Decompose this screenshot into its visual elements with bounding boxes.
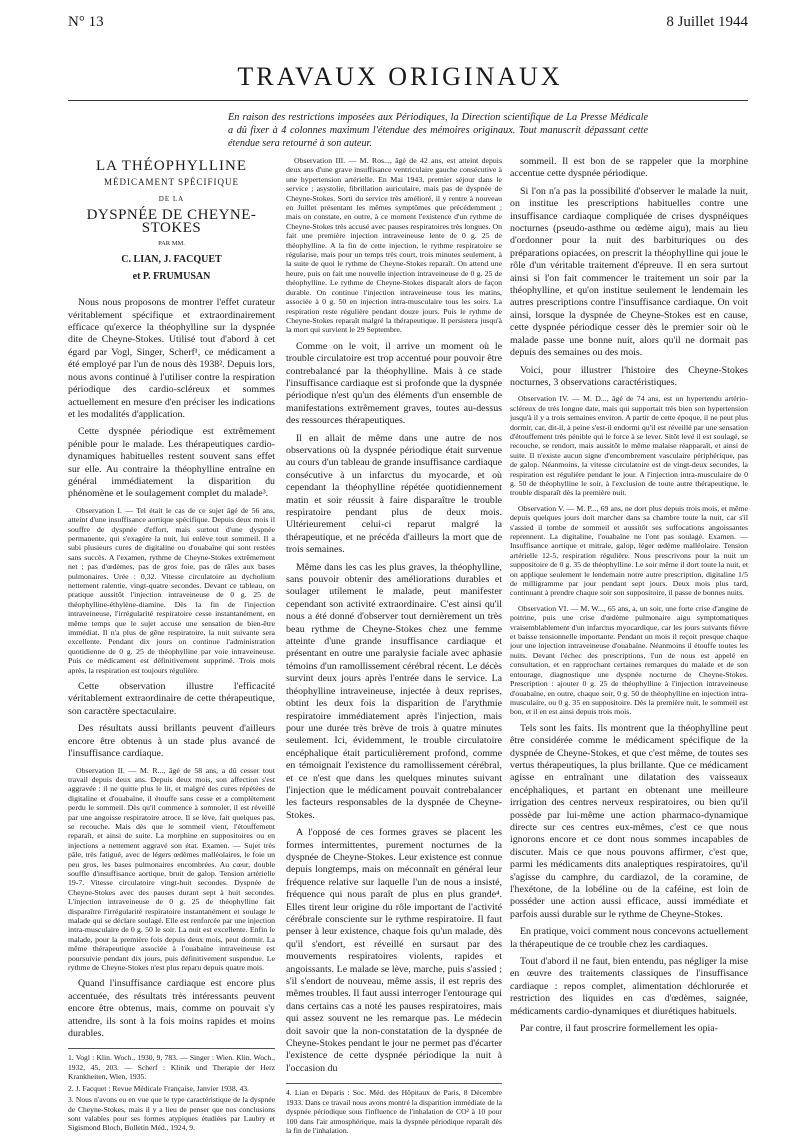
paragraph: En pratique, voici comment nous concevons actuellement la thérapeutique de ce trouble chez les cardiaques. [510, 926, 748, 950]
column-2 [286, 156, 502, 1137]
observation-5: Observation V. — M. P..., 69 ans, ne dort plus depuis trois mois, et même depuis quelques jours doit marcher dans sa chambre toute la nuit, car s'il s'assied il tombe de sommeil et aussitôt ses suffocations angoissantes reprennent. La digitaline, l'ouabaïne ne l'ont pas soulagé. Examen. — Insuffisance aortique et mitrale, galop, léger œdème malléolaire. Tension artérielle 12-5, respiration régulière. Nous prescrivons pour la nuit un suppositoire de 0 g. 35 de théophylline. Le soir même il dort toute la nuit, et on applique seulement le lendemain notre autre prescription, digitaline 1/5 de milligramme par jour pendant sept jours. Deux mois plus tard, continuant à prendre chaque soir son suppositoire, il passe de bonnes nuits. [510, 503, 748, 598]
paragraph: Comme on le voit, il arrive un moment où le trouble circulatoire est trop accentué pour pouvoir être contrebalancé par la théophylline. Mais à ce stade l'insuffisance cardiaque est si profonde que la dyspnée périodique n'est qu'un des éléments d'un ensemble de manifestations extrêmement graves, toutes au-dessus des ressources thérapeutiques. [286, 340, 502, 427]
page-header [68, 14, 748, 34]
paragraph: Nous nous proposons de montrer l'effet curateur véritablement spécifique et extraordinairement efficace qu'exerce la théophylline sur la dyspnée dite de Cheyne-Stokes. Utilisé tout d'abord à cet égard par Vogl, Singer, Scherf¹, ce médicament a été employé par l'un de nous dès 1938². Depuis lors, nous avons continué à l'utiliser contre la respiration périodique des cardio-scléreux et sommes actuellement en mesure d'en préciser les indications et les modalités d'application. [68, 297, 275, 420]
article-authors-line1: C. LIAN, J. FACQUET [121, 254, 222, 266]
article-title-line2: MÉDICAMENT SPÉCIFIQUE [103, 177, 240, 188]
paragraph: Cette observation illustre l'efficacité véritablement extraordinaire de cette thérapeutique, son caractère spectaculaire. [68, 681, 275, 717]
section-title: TRAVAUX ORIGINAUX [237, 62, 563, 91]
observation-6: Observation VI. — M. W..., 65 ans, a, un soir, une forte crise d'angine de poitrine, puis une crise d'œdème pulmonaire aigu symptomatiques vraisemblablement d'un infarctus myocardique, car les jours suivants fièvre et baisse tensionnelle importante. Pendant un mois il reçoit presque chaque jour une injection intraveineuse d'ouabaïne. Néanmoins il étouffe toutes les nuits. Devant l'échec des prescriptions, l'un de nous est appelé en consultation, et en rapprochant certaines remarques du malade et de son entourage, diagnostique une dyspnée nocturne de Cheyne-Stokes. Prescription : ajouter 0 g. 25 de théophylline à l'injection intraveineuse d'ouabaïne, en outre, chaque soir, 0 g. 50 de théophylline en injection intra-musculaire, ou 0 g. 35 en suppositoire. Dès la première nuit, le sommeil est bon, et il en est ainsi depuis trois mois. [510, 603, 748, 717]
paragraph: Tout d'abord il ne faut, bien entendu, pas négliger la mise en œuvre des traitements classiques de l'insuffisance cardiaque : repos complet, alimentation déchlorurée et restriction des liquides en cas d'œdèmes, saignée, médicaments cardio-dynamiques et diurétiques habituels. [510, 956, 748, 1017]
observation-4: Observation IV. — M. D..., âgé de 74 ans, est un hypertendu artério-scléreux de très longue date, mais qui supportait très bien son hypertension jusqu'à il y a trois semaines environ. A partir de cette époque, il ne peut plus dormir, car, dit-il, à peine s'est-il endormi qu'il est réveillé par une sensation d'étouffement très pénible qui le force à se lever. Sitôt levé il est soulagé, se recouche, se rendort, mais aussitôt le même malaise réapparaît, et ainsi de suite. Il n'existe aucun signe d'encombrement vasculaire périphérique, pas de galop. Néanmoins, la vitesse circulatoire est de vingt-deux secondes, la respiration est régulière pendant le jour. A l'injection intra-musculaire de 0 g. 50 de théophylline le soir, à l'exclusion de toute autre thérapeutique, le trouble disparaît dès la première nuit. [510, 394, 748, 498]
paragraph: Voici, pour illustrer l'histoire des Cheyne-Stokes nocturnes, 3 observations caractéristiques. [510, 364, 748, 388]
paragraph: Même dans les cas les plus graves, la théophylline, sans pouvoir obtenir des améliorations durables et soulager utilement le malade, peut manifester cependant son activité extraordinaire. C'est ainsi qu'il nous a été donné d'observer tout dernièrement un très beau rythme de Cheyne-Stokes chez une femme atteinte d'une grande insuffisance cardiaque et présentant en outre une paralysie faciale avec aphasie témoins d'un ramollissement cérébral récent. Le décès survint deux jours après l'entrée dans le service. La théophylline intraveineuse, injectée à deux reprises, obtint les deux fois la disparition de l'arythmie respiratoire immédiatement après l'injection, mais pour une durée très brève de trois à quatre minutes seulement. Ici, évidemment, le trouble circulatoire encéphalique était particulièrement profond, comme en témoignait l'existence du ramollissement cérébral, et ce n'est que dans les quelques minutes suivant l'injection que le médicament pouvait contrebalancer les facteurs responsables de la dyspnée de Cheyne-Stokes. [286, 561, 502, 821]
paragraph: Cette dyspnée périodique est extrêmement pénible pour le malade. Les thérapeutiques cardio-dynamiques habituelles restent souvent sans effet sur elle. Au contraire la théophylline entraîne en général immédiatement la disparition du phénomène et le soulagement complet du malade³. [68, 426, 275, 500]
paragraph: A l'opposé de ces formes graves se placent les formes intermittentes, purement nocturnes de la dyspnée de Cheyne-Stokes. Leur existence est connue depuis longtemps, mais on méconnaît en général leur fréquence relative sur laquelle l'un de nous a insisté, fréquence qui nous paraît de plus en plus grande⁴. Elles tirent leur origine du rôle important de l'activité cérébrale consciente sur le rythme respiratoire. Il faut penser à leur existence, chaque fois qu'un malade, dès qu'il s'endort, est réveillé en sursaut par des mouvements respiratoires violents, rapides et angoissants. Le malade se lève, marche, puis s'assied ; s'il s'endort de nouveau, même assis, il est repris des mêmes troubles. Il faut aussi interroger l'entourage qui dans certains cas a noté les pauses respiratoires, mais qui assez souvent ne les remarque pas. Le médecin doit savoir que la non-constatation de la dyspnée de Cheyne-Stokes pendant le jour ne permet pas d'écarter l'existence de cette dyspnée périodique la nuit à l'occasion du [286, 827, 502, 1074]
issue-number: N° 13 [68, 14, 104, 30]
footnote: 3. Nous n'avons eu en vue que le type caractéristique de la dyspnée de Cheyne-Stokes, mais il y a lieu de penser que nos conclusions sont valables pour ses formes atypiques étudiées par Laubry et Sigismond Bloch, Bulletin Méd., 1924, 9. [68, 1095, 275, 1133]
footnotes [286, 1083, 502, 1135]
article-title-line4: DYSPNÉE DE CHEYNE-STOKES [86, 207, 257, 236]
paragraph: Par contre, il faut proscrire formellement les opia- [520, 1023, 718, 1035]
paragraph: Il en allait de même dans une autre de nos observations où la dyspnée périodique était survenue au cours d'un tableau de grande insuffisance cardiaque consécutive à un infarctus du myocarde, et où cependant la théophylline répétée quotidiennement matin et soir réussit à faire disparaître le trouble respiratoire pendant plus de deux mois. Ultérieurement celui-ci reparut malgré la thérapeutique, et ne précéda d'ailleurs la mort que de trois semaines. [286, 432, 502, 556]
title-rule [68, 100, 748, 101]
paragraph: Si l'on n'a pas la possibilité d'observer le malade la nuit, on institue les prescriptions habituelles contre une insuffisance cardiaque compliquée de crises dyspnéiques nocturnes (pseudo-asthme ou œdème aigu), mais au lieu d'ordonner pour la nuit des barbituriques ou des préparations opiacées, on prescrit la théophylline qui joue le rôle d'un véritable traitement d'épreuve. Il en sera surtout ainsi si l'on fait commencer le traitement un soir par la théophylline, et qu'on institue seulement le lendemain les autres prescriptions contre l'insuffisance cardiaque. On voit ainsi, lorsque la dyspnée de Cheyne-Stokes est en cause, cette dyspnée périodique cesser dès le premier soir où le malade passe une bonne nuit, alors qu'il ne dormait pas depuis des semaines ou des mois. [510, 185, 748, 359]
footnote: 2. J. Facquet : Revue Médicale Française, Janvier 1938, 43. [68, 1083, 249, 1093]
paragraph: Des résultats aussi brillants peuvent d'ailleurs encore être obtenus à un stade plus avancé de l'insuffisance cardiaque. [68, 723, 275, 760]
observation-2: Observation II. — M. R..., âgé de 58 ans, a dû cesser tout travail depuis deux ans. Depuis deux mois, son affection s'est aggravée : il ne quitte plus le lit, et malgré des cures répétées de digitaline et d'ouabaïne, il étouffe sans cesse et a complètement perdu le sommeil. Dès qu'il commence à somnoler, il est réveillé par une angoisse respiratoire atroce. Il se lève, fait quelques pas, se recouche. Mais dès que le sommeil vient, l'étouffement reparaît, et ainsi de suite. La morphine en suppositoires ou en injections a nettement aggravé son état. Examen. — Sujet très pâle, très fatigué, avec de légers œdèmes malléolaires, le foie un peu gros, les bases pulmonaires encombrées. Au cœur, double souffle d'insuffisance aortique, bruit de galop. Tension artérielle 19-7. Vitesse circulatoire vingt-huit secondes. Dyspnée de Cheyne-Stokes avec des pauses durant sept à huit secondes. L'injection intraveineuse de 0 g. 25 de théophylline fait disparaître l'irrégularité respiratoire instantanément et soulage le malade qui se déclare soulagé. Elle est renforcée par une injection intra-musculaire de 0 g. 50 le soir. La nuit est excellente. Enfin le malade, pour la première fois depuis deux mois, peut dormir. La même thérapeutique associée à l'ouabaïne intraveineuse est poursuivie pendant dix jours, puis définitivement suspendue. Le rythme de Cheyne-Stokes n'est plus reparu depuis quatre mois. [68, 765, 275, 973]
footnotes [68, 1048, 275, 1132]
column-3 [510, 156, 748, 1040]
issue-date: 8 Juillet 1944 [666, 14, 748, 30]
editorial-notice: En raison des restrictions imposées aux Périodiques, la Direction scientifique de La Presse Médicale a dû fixer à 4 colonnes maximum l'étendue des mémoires originaux. Tout manuscrit dépassant cette étendue sera retourné à son auteur. [228, 112, 648, 149]
observation-3: Observation III. — M. Ros..., âgé de 42 ans, est atteint depuis deux ans d'une grave insuffisance ventriculaire gauche consécutive à une hypertension artérielle. En Mai 1943, premier séjour dans le service ; asystolie, fibrillation auriculaire, mais pas de dyspnée de Cheyne-Stokes. Sorti du service très amélioré, il y rentre à nouveau en Juillet présentant les mêmes symptômes que précédemment ; mais on constate, en outre, à ce moment l'existence d'un rythme de Cheyne-Stokes très accusé avec pauses respiratoires très longues. On fait une première injection intraveineuse lente de 0 g. 25 de théophylline. A la fin de cette injection, le rythme respiratoire se régularise, mais pour un temps très court, trois minutes seulement, à la suite de quoi le rythme de Cheyne-Stokes reparaît. On attend une heure, puis on fait une nouvelle injection intraveineuse de 0 g. 25 de théophylline. Le rythme de Cheyne-Stokes disparaît alors de façon durable. On continue l'injection intraveineuse tous les matins, associée à 0 g. 50 en injection intra-musculaire tous les soirs. La respiration reste régulière pendant douze jours. Puis le rythme de Cheyne-Stokes reparaît malgré la thérapeutique. Il persistera jusqu'à la mort qui survient le 29 Septembre. [286, 156, 502, 335]
article-authors-line2: et P. FRUMUSAN [132, 270, 211, 282]
article-byline: PAR MM. [158, 240, 185, 248]
article-title-line3: DE LA [158, 194, 185, 203]
article-title-line1: LA THÉOPHYLLINE [96, 158, 247, 174]
paragraph: Quand l'insuffisance cardiaque est encore plus accentuée, des résultats très intéressants peuvent encore être obtenus, mais, comme on pouvait s'y attendre, ils sont à la fois moins rapides et moins durables. [68, 978, 275, 1040]
paragraph: sommeil. Il est bon de se rappeler que la morphine accentue cette dyspnée périodique. [510, 156, 748, 180]
paragraph: Tels sont les faits. Ils montrent que la théophylline peut être considérée comme le médicament spécifique de la dyspnée de Cheyne-Stokes, et que c'est même, de toutes ses vertus thérapeutiques, la plus brillante. Que ce médicament agisse en entraînant une dilatation des vaisseaux encéphaliques, et partant en obtenant une meilleure irrigation des centres nerveux respiratoires, ou bien qu'il possède par lui-même une action pharmaco-dynamique directe sur ces centres eux-mêmes, c'est ce que nous ignorons encore et ce dont nous sommes incapables de discuter. Mais ce que nous pouvons affirmer, c'est que, parmi les médicaments dits analeptiques respiratoires, qu'il s'agisse du camphre, du cardiazol, de la coramine, de l'hexétone, de la lobéline ou de la caféine, est loin de posséder une action aussi efficace, aussi immédiate et parfois aussi durable sur le rythme de Cheyne-Stokes. [510, 722, 748, 920]
footnote: 4. Lian et Deparis : Soc. Méd. des Hôpitaux de Paris, 8 Décembre 1933. Dans ce travail nous avons montré la disparition immédiate de la dyspnée périodique sous l'influence de l'inhalation de CO² à 10 pour 100 dans l'air atmosphérique, mais la dyspnée périodique reparaît dès la fin de l'inhalation. [286, 1088, 502, 1135]
observation-1: Observation I. — Tel était le cas de ce sujet âgé de 56 ans, atteint d'une insuffisance aortique spécifique. Depuis deux mois il souffre de dyspnée d'effort, mais surtout d'une dyspnée permanente, qui s'exagère la nuit, lui enlève tout sommeil. Il a subi plusieurs cures de digitaline ou d'ouabaïne qui sont restées sans succès. A l'examen, rythme de Cheyne-Stokes extrêmement net ; pas d'œdèmes, pas de gros foie, pas de râles aux bases pulmonaires. Urée : 0,32. Vitesse circulatoire au dycholium nettement ralentie, vingt-quatre secondes. Devant ce tableau, on pratique aussitôt l'injection intraveineuse de 0 g. 25 de théophylline-éthylène-diamine. Dès la fin de l'injection intraveineuse, l'irrégularité respiratoire cesse instantanément, en même temps que le sujet accuse une sensation de bien-être immédiat. Il n'a plus de gêne respiratoire, la nuit suivante sera excellente. Pendant dix jours on continue l'administration quotidienne de 0 g. 25 de théophylline par voie intraveineuse. Puis ce médicament est définitivement supprimé. Trois mois après, la respiration est toujours régulière. [68, 505, 275, 675]
footnote: 1. Vogl : Klin. Woch., 1930, 9, 783. — Singer : Wien. Klin. Woch., 1932, 45, 203. — Scherf : Klinik und Therapie der Herz Krankheiten, Wien, 1935. [68, 1053, 275, 1082]
column-1 [68, 156, 275, 1135]
